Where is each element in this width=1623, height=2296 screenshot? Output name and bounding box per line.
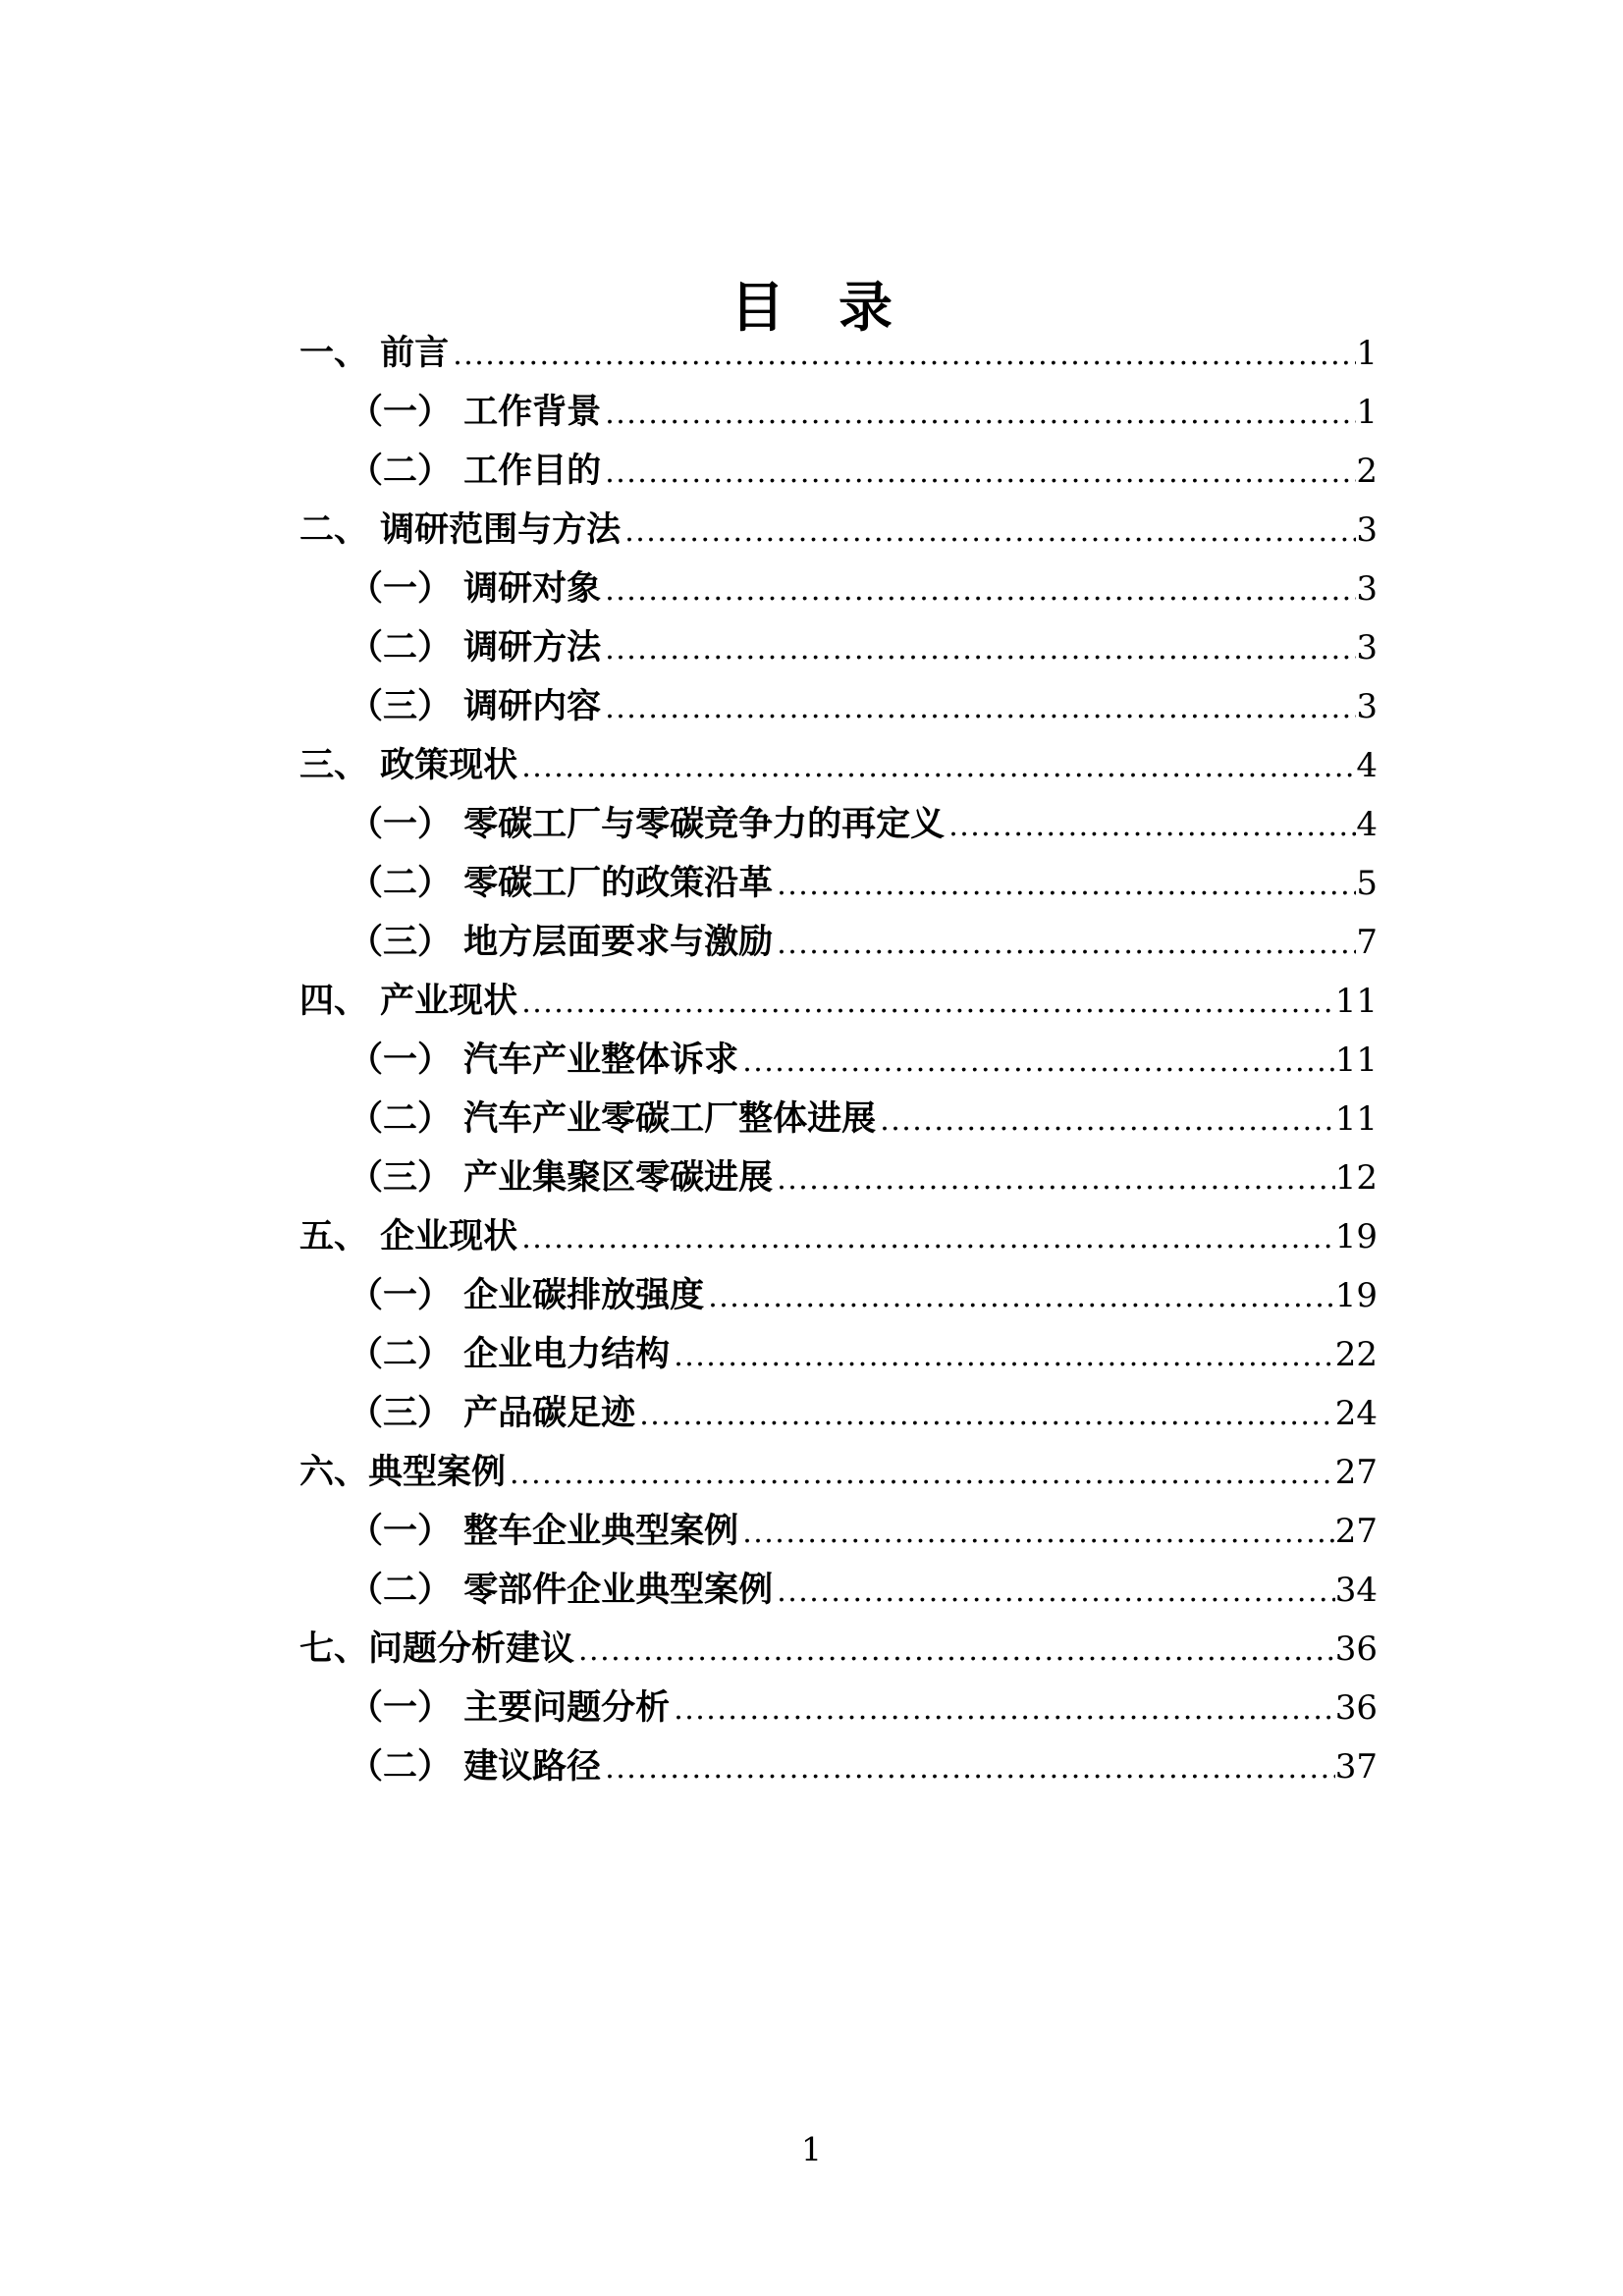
dot-leader bbox=[601, 561, 1356, 620]
dot-leader bbox=[449, 326, 1356, 385]
dot-leader bbox=[738, 1504, 1335, 1563]
toc-entry-page: 3 bbox=[1356, 569, 1378, 609]
dot-leader bbox=[601, 679, 1356, 738]
dot-leader bbox=[517, 1209, 1335, 1268]
toc-entry[interactable] bbox=[0, 1325, 1623, 1384]
toc-entry-label: （三） 产品碳足迹 bbox=[349, 1394, 636, 1433]
toc-entry[interactable] bbox=[0, 1737, 1623, 1796]
dot-leader bbox=[601, 620, 1356, 679]
toc-entry[interactable] bbox=[0, 1031, 1623, 1090]
dot-leader bbox=[773, 856, 1356, 915]
toc-entry-page: 11 bbox=[1334, 1041, 1378, 1080]
toc-entry[interactable] bbox=[0, 1561, 1623, 1620]
toc-entry[interactable] bbox=[0, 383, 1623, 442]
toc-entry[interactable] bbox=[0, 324, 1623, 383]
dot-leader bbox=[601, 444, 1356, 503]
toc-entry-page: 24 bbox=[1334, 1394, 1378, 1433]
dot-leader bbox=[601, 1739, 1335, 1798]
dot-leader bbox=[876, 1092, 1335, 1150]
toc-entry-label: 四、 产业现状 bbox=[299, 982, 518, 1021]
toc-entry-page: 3 bbox=[1356, 628, 1378, 667]
toc-entry-page: 5 bbox=[1356, 864, 1378, 903]
toc-entry[interactable] bbox=[0, 1207, 1623, 1266]
toc-entry-page: 7 bbox=[1356, 923, 1378, 962]
toc-entry-label: 六、典型案例 bbox=[299, 1453, 507, 1492]
toc-entry-label: （一） 零碳工厂与零碳竞争力的再定义 bbox=[349, 805, 946, 844]
toc-entry-page: 27 bbox=[1334, 1512, 1378, 1551]
toc-entry[interactable] bbox=[0, 560, 1623, 618]
dot-leader bbox=[738, 1033, 1335, 1092]
dot-leader bbox=[621, 503, 1356, 561]
toc-entry[interactable] bbox=[0, 795, 1623, 854]
toc-entry[interactable] bbox=[0, 854, 1623, 913]
toc-entry[interactable] bbox=[0, 1443, 1623, 1502]
toc-entry-page: 1 bbox=[1356, 393, 1378, 432]
toc-entry-label: （二） 调研方法 bbox=[349, 628, 602, 667]
toc-entry[interactable] bbox=[0, 972, 1623, 1031]
toc-entry[interactable] bbox=[0, 1384, 1623, 1443]
toc-entry-page: 34 bbox=[1334, 1571, 1378, 1610]
toc-entry[interactable] bbox=[0, 1090, 1623, 1148]
toc-entry-label: 五、 企业现状 bbox=[299, 1217, 518, 1256]
toc-entry-page: 19 bbox=[1334, 1276, 1378, 1315]
toc-list bbox=[0, 324, 1623, 1796]
dot-leader bbox=[773, 1150, 1335, 1209]
dot-leader bbox=[773, 915, 1356, 974]
toc-entry-label: （一） 企业碳排放强度 bbox=[349, 1276, 705, 1315]
toc-entry-label: （二） 汽车产业零碳工厂整体进展 bbox=[349, 1099, 877, 1139]
toc-entry-page: 4 bbox=[1356, 746, 1378, 785]
toc-entry-label: （三） 地方层面要求与激励 bbox=[349, 923, 774, 962]
toc-entry-page: 22 bbox=[1334, 1335, 1378, 1374]
toc-entry[interactable] bbox=[0, 1266, 1623, 1325]
toc-entry-page: 4 bbox=[1356, 805, 1378, 844]
dot-leader bbox=[517, 974, 1335, 1033]
toc-entry-label: （一） 汽车产业整体诉求 bbox=[349, 1041, 739, 1080]
toc-entry-page: 36 bbox=[1334, 1629, 1378, 1669]
toc-entry-label: 二、 调研范围与方法 bbox=[299, 510, 622, 550]
toc-entry[interactable] bbox=[0, 1620, 1623, 1679]
toc-entry-label: 三、 政策现状 bbox=[299, 746, 518, 785]
toc-entry-label: （一） 整车企业典型案例 bbox=[349, 1512, 739, 1551]
toc-entry-page: 3 bbox=[1356, 687, 1378, 726]
toc-entry-page: 11 bbox=[1334, 1099, 1378, 1139]
toc-entry-page: 2 bbox=[1356, 452, 1378, 491]
toc-entry[interactable] bbox=[0, 677, 1623, 736]
toc-entry[interactable] bbox=[0, 1148, 1623, 1207]
toc-entry-label: （二） 建议路径 bbox=[349, 1747, 602, 1787]
toc-entry-label: 一、 前言 bbox=[299, 334, 450, 373]
dot-leader bbox=[574, 1622, 1335, 1681]
toc-entry[interactable] bbox=[0, 442, 1623, 501]
dot-leader bbox=[945, 797, 1356, 856]
footer-page-number: 1 bbox=[801, 2130, 822, 2168]
toc-title: 目 录 bbox=[730, 275, 893, 339]
toc-entry-label: （三） 调研内容 bbox=[349, 687, 602, 726]
toc-entry-label: （二） 零部件企业典型案例 bbox=[349, 1571, 774, 1610]
toc-entry-page: 12 bbox=[1334, 1158, 1378, 1198]
toc-entry[interactable] bbox=[0, 736, 1623, 795]
dot-leader bbox=[773, 1563, 1335, 1622]
toc-entry[interactable] bbox=[0, 1502, 1623, 1561]
dot-leader bbox=[670, 1327, 1335, 1386]
toc-entry[interactable] bbox=[0, 1679, 1623, 1737]
toc-entry-page: 36 bbox=[1334, 1688, 1378, 1728]
toc-entry-page: 19 bbox=[1334, 1217, 1378, 1256]
toc-entry[interactable] bbox=[0, 913, 1623, 972]
dot-leader bbox=[670, 1681, 1335, 1739]
toc-entry-label: （一） 主要问题分析 bbox=[349, 1688, 671, 1728]
toc-entry-page: 37 bbox=[1334, 1747, 1378, 1787]
toc-entry-label: 七、问题分析建议 bbox=[299, 1629, 575, 1669]
toc-entry-page: 27 bbox=[1334, 1453, 1378, 1492]
dot-leader bbox=[506, 1445, 1335, 1504]
toc-entry[interactable] bbox=[0, 501, 1623, 560]
toc-entry-label: （一） 工作背景 bbox=[349, 393, 602, 432]
dot-leader bbox=[601, 385, 1356, 444]
toc-entry-page: 11 bbox=[1334, 982, 1378, 1021]
toc-entry-label: （二） 零碳工厂的政策沿革 bbox=[349, 864, 774, 903]
toc-entry-page: 3 bbox=[1356, 510, 1378, 550]
toc-entry-label: （二） 工作目的 bbox=[349, 452, 602, 491]
dot-leader bbox=[517, 738, 1356, 797]
toc-entry-label: （二） 企业电力结构 bbox=[349, 1335, 671, 1374]
toc-entry-page: 1 bbox=[1356, 334, 1378, 373]
toc-entry[interactable] bbox=[0, 618, 1623, 677]
toc-entry-label: （三） 产业集聚区零碳进展 bbox=[349, 1158, 774, 1198]
toc-entry-label: （一） 调研对象 bbox=[349, 569, 602, 609]
dot-leader bbox=[704, 1268, 1335, 1327]
dot-leader bbox=[635, 1386, 1335, 1445]
